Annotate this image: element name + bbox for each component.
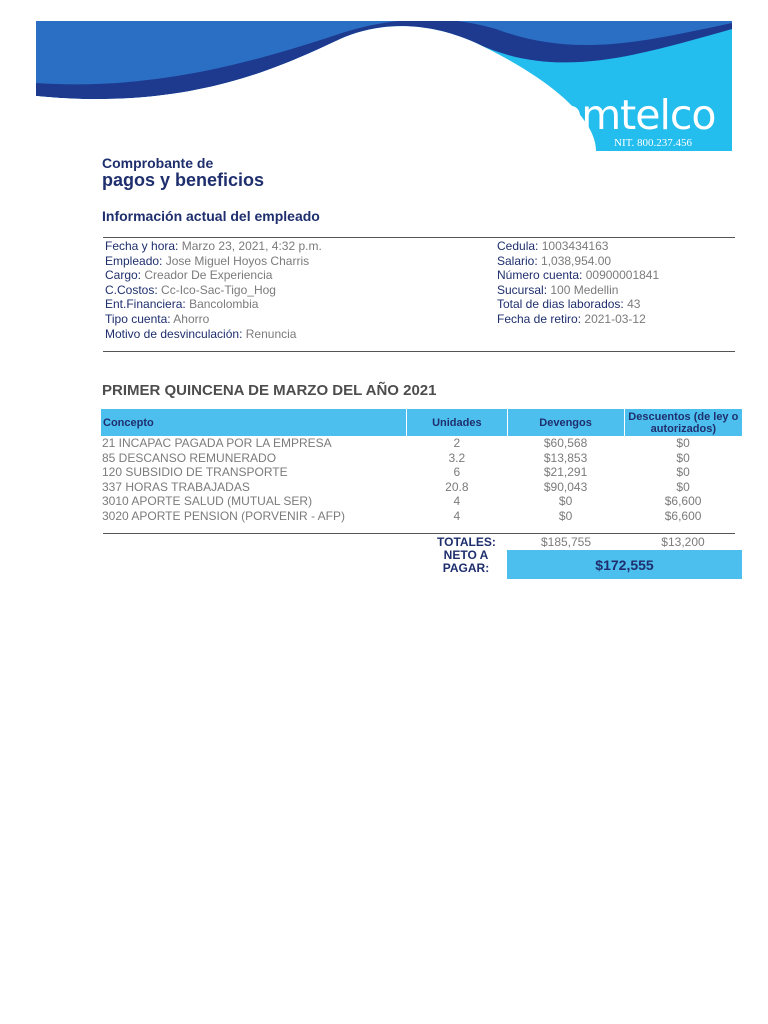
header-descuentos: Descuentos (de ley o autorizados) xyxy=(624,409,742,436)
cell-concepto: 3010 APORTE SALUD (MUTUAL SER) xyxy=(102,494,313,509)
info-row-cedula: Cedula: 1003434163 xyxy=(497,239,609,253)
totals-label: TOTALES: xyxy=(437,535,496,549)
cell-devengos: $21,291 xyxy=(543,465,588,480)
info-row-dias: Total de dias laborados: 43 xyxy=(497,297,641,312)
info-row-fecha: Fecha y hora: Marzo 23, 2021, 4:32 p.m. xyxy=(105,239,322,253)
cell-concepto: 3020 APORTE PENSION (PORVENIR - AFP) xyxy=(102,508,345,523)
header-devengos: Devengos xyxy=(507,409,624,436)
header-unidades: Unidades xyxy=(407,409,507,436)
info-row-cargo: Cargo: Creador De Experiencia xyxy=(105,268,273,283)
payroll-detail-table xyxy=(101,409,742,524)
document-title-line1: Comprobante de xyxy=(102,155,214,171)
table-row xyxy=(101,494,742,509)
totals-descuentos: $13,200 xyxy=(661,535,705,549)
totals-devengos: $185,755 xyxy=(540,535,592,549)
info-row-salario: Salario: 1,038,954.00 xyxy=(497,253,612,268)
table-header-row xyxy=(101,409,742,436)
nit-number: NIT. 800.237.456 xyxy=(614,137,693,149)
net-pay-value: $172,555 xyxy=(507,550,742,579)
info-row-financiera: Ent.Financiera: Bancolombia xyxy=(105,297,259,312)
cell-unidades: 4 xyxy=(453,508,461,523)
info-row-sucursal: Sucursal: 100 Medellin xyxy=(497,282,619,297)
net-pay-label xyxy=(428,549,504,575)
net-pay-label-line1: NETO A xyxy=(443,548,489,562)
cell-devengos: $0 xyxy=(558,508,573,523)
info-row-motivo: Motivo de desvinculación: Renuncia xyxy=(105,326,297,341)
info-row-empleado: Empleado: Jose Miguel Hoyos Charris xyxy=(105,253,310,268)
divider-totals xyxy=(103,533,735,534)
cell-descuentos: $0 xyxy=(676,436,690,450)
employee-info-left xyxy=(105,239,322,341)
cell-concepto: 120 SUBSIDIO DE TRANSPORTE xyxy=(102,465,288,480)
cell-descuentos: $0 xyxy=(676,479,690,494)
info-row-fecha-retiro: Fecha de retiro: 2021-03-12 xyxy=(497,311,646,326)
info-row-costos: C.Costos: Cc-Ico-Sac-Tigo_Hog xyxy=(105,282,276,297)
cell-devengos: $60,568 xyxy=(543,436,588,450)
cell-unidades: 4 xyxy=(453,494,461,509)
cell-unidades: 2 xyxy=(453,436,461,450)
emtelco-logo: emtelco xyxy=(557,91,716,139)
cell-devengos: $90,043 xyxy=(543,479,588,494)
table-row xyxy=(101,436,742,451)
cell-descuentos: $6,600 xyxy=(664,508,702,523)
net-pay-label-line2: PAGAR: xyxy=(442,561,490,575)
divider-bottom xyxy=(103,351,735,352)
cell-concepto: 337 HORAS TRABAJADAS xyxy=(102,479,250,494)
cell-descuentos: $6,600 xyxy=(664,494,702,509)
table-row xyxy=(101,509,742,524)
pay-period-title: PRIMER QUINCENA DE MARZO DEL AÑO 2021 xyxy=(102,382,437,399)
employee-section-title: Información actual del empleado xyxy=(102,208,320,224)
cell-concepto: 21 INCAPAC PAGADA POR LA EMPRESA xyxy=(102,436,332,450)
divider-top xyxy=(103,237,735,238)
info-row-tipo-cuenta: Tipo cuenta: Ahorro xyxy=(105,311,210,326)
cell-devengos: $0 xyxy=(558,494,573,509)
cell-concepto: 85 DESCANSO REMUNERADO xyxy=(102,450,277,465)
cell-unidades: 20.8 xyxy=(445,479,469,494)
header-concepto: Concepto xyxy=(101,409,407,436)
table-row xyxy=(101,465,742,480)
document-title-line2: pagos y beneficios xyxy=(102,170,265,190)
table-row xyxy=(101,480,742,495)
table-row xyxy=(101,451,742,466)
info-row-numero-cuenta: Número cuenta: 00900001841 xyxy=(497,268,660,283)
cell-devengos: $13,853 xyxy=(543,450,588,465)
cell-descuentos: $0 xyxy=(676,465,690,480)
cell-unidades: 3.2 xyxy=(448,450,466,465)
cell-unidades: 6 xyxy=(453,465,461,480)
employee-info-right xyxy=(497,239,659,327)
cell-descuentos: $0 xyxy=(676,450,690,465)
